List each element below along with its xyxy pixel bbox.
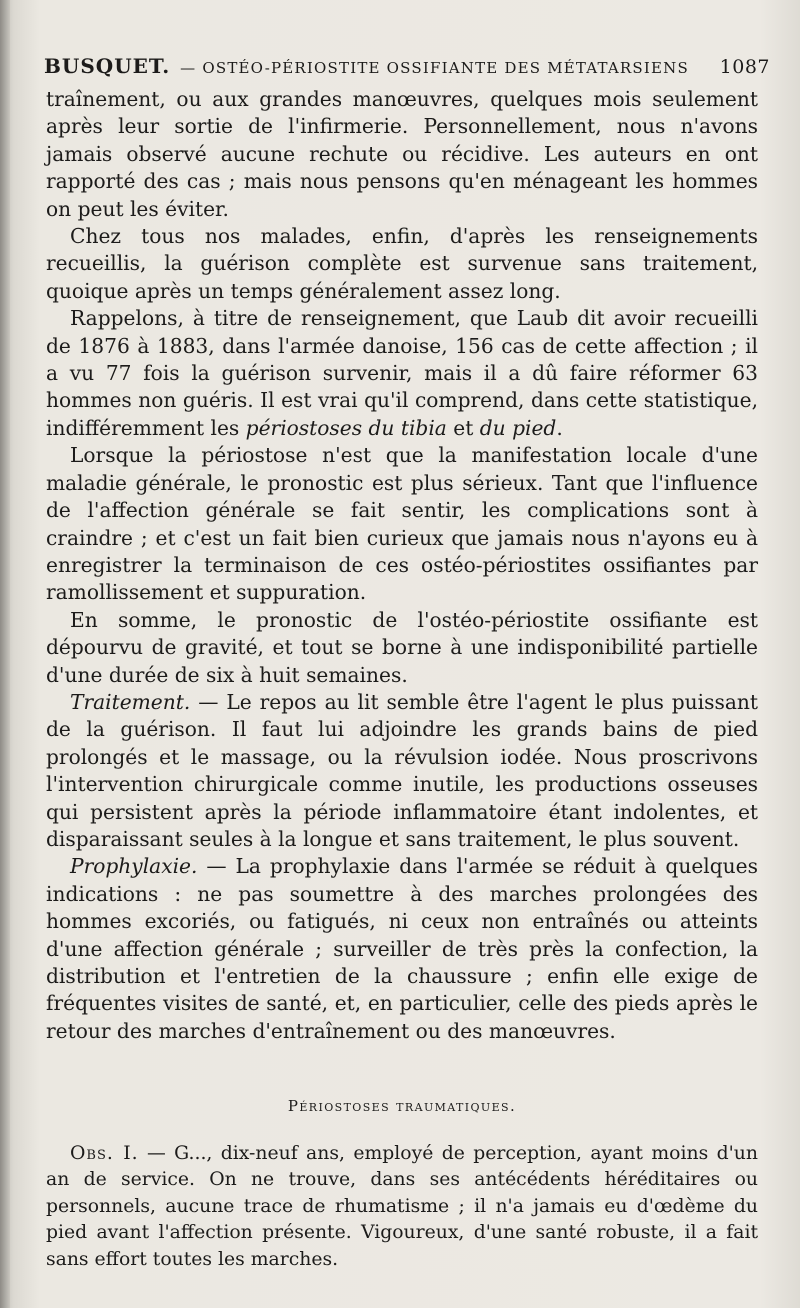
paragraph-text: En somme, le pronostic de l'ostéo-périostite ossifiante est dépourvu de gravité, et tout se borne à une indisponibilité partielle d'une durée de six à huit semaines. [46,607,758,687]
italic-term-tibia: périostoses du tibia [245,415,447,440]
paragraph-traitement [46,689,758,853]
observation-label: Obs. I. [70,1142,139,1164]
paragraph-text: . [556,415,563,440]
label-traitement: Traitement. [70,689,191,714]
paragraph-text: et [446,415,480,440]
paragraph-text: traînement, ou aux grandes manœuvres, quelques mois seulement après leur sortie de l'infirmerie. Personnellement, nous n'avons jamais observé aucune rechute ou récidive. Les auteurs en ont rapporté des cas ; mais nous pensons qu'en ménageant les hommes on peut les éviter. [46,87,758,221]
paragraph-continuation [46,86,758,223]
paragraph-guerison [46,223,758,305]
paragraph-en-somme [46,607,758,689]
paragraph-pronostic-general [46,442,758,606]
page-spine-shadow [0,0,10,1308]
observation-paragraph [46,1141,758,1274]
paragraph-laub [46,305,758,442]
paragraph-text: Chez tous nos malades, enfin, d'après les renseignements recueillis, la guérison complète est survenue sans traitement, quoique après un temps généralement assez long. [46,224,758,303]
paragraph-text: Rappelons, à titre de renseignement, que Laub dit avoir recueilli de 1876 à 1883, dans l'armée danoise, 156 cas de cette affection ; il a vu 77 fois la guérison survenir, mais il a dû faire réformer 63 hommes non guéris. Il est vrai qu'il comprend, dans cette statistique, indifféremment les [46,306,758,440]
observation-text: — G..., dix-neuf ans, employé de perception, ayant moins d'un an de service. On ne trouve, dans ses antécédents héréditaires ou personnels, aucune trace de rhumatisme ; il n'a jamais eu d'œdème du pied avant l'affection présente. Vigoureux, d'une santé robuste, il a fait sans effort toutes les marches. [46,1142,758,1270]
paragraph-prophylaxie [46,853,758,1045]
paragraph-text: — La prophylaxie dans l'armée se réduit à quelques indications : ne pas soumettre à des marches prolongées des hommes excoriés, ou fatigués, ni ceux non entraînés ou atteints d'une affection générale ; surveiller de très près la confection, la distribution et l'entretien de la chaussure ; enfin elle exige de fréquentes visites de santé, et, en particulier, celle des pieds après le retour des marches d'entraînement ou des manœuvres. [46,854,758,1043]
label-prophylaxie: Prophylaxie. [70,854,198,879]
page-body [46,86,758,1274]
section-title: Périostoses traumatiques. [287,1097,517,1116]
italic-term-pied: du pied [479,415,557,440]
header-author: BUSQUET. [44,54,171,78]
paragraph-text: — Le repos au lit semble être l'agent le plus puissant de la guérison. Il faut lui adjoindre les grands bains de pied prolongés et le massage, ou la révulsion iodée. Nous proscrivons l'intervention chirurgicale comme inutile, les productions osseuses qui persistent après la période inflammatoire étant indolentes, et disparaissant seules à la longue et sans traitement, le plus souvent. [46,689,758,851]
page-number: 1087 [719,56,770,78]
paragraph-text: Lorsque la périostose n'est que la manifestation locale d'une maladie générale, le pronostic est plus sérieux. Tant que l'influence de l'affection générale se fait sentir, les complications sont à craindre ; et c'est un fait bien curieux que jamais nous n'ayons eu à enregistrer la terminaison de ces ostéo-périostites ossifiantes par ramollissement et suppuration. [46,443,758,605]
running-header [44,54,770,78]
header-title: — OSTÉO-PÉRIOSTITE OSSIFIANTE DES MÉTATARSIENS [180,59,689,77]
